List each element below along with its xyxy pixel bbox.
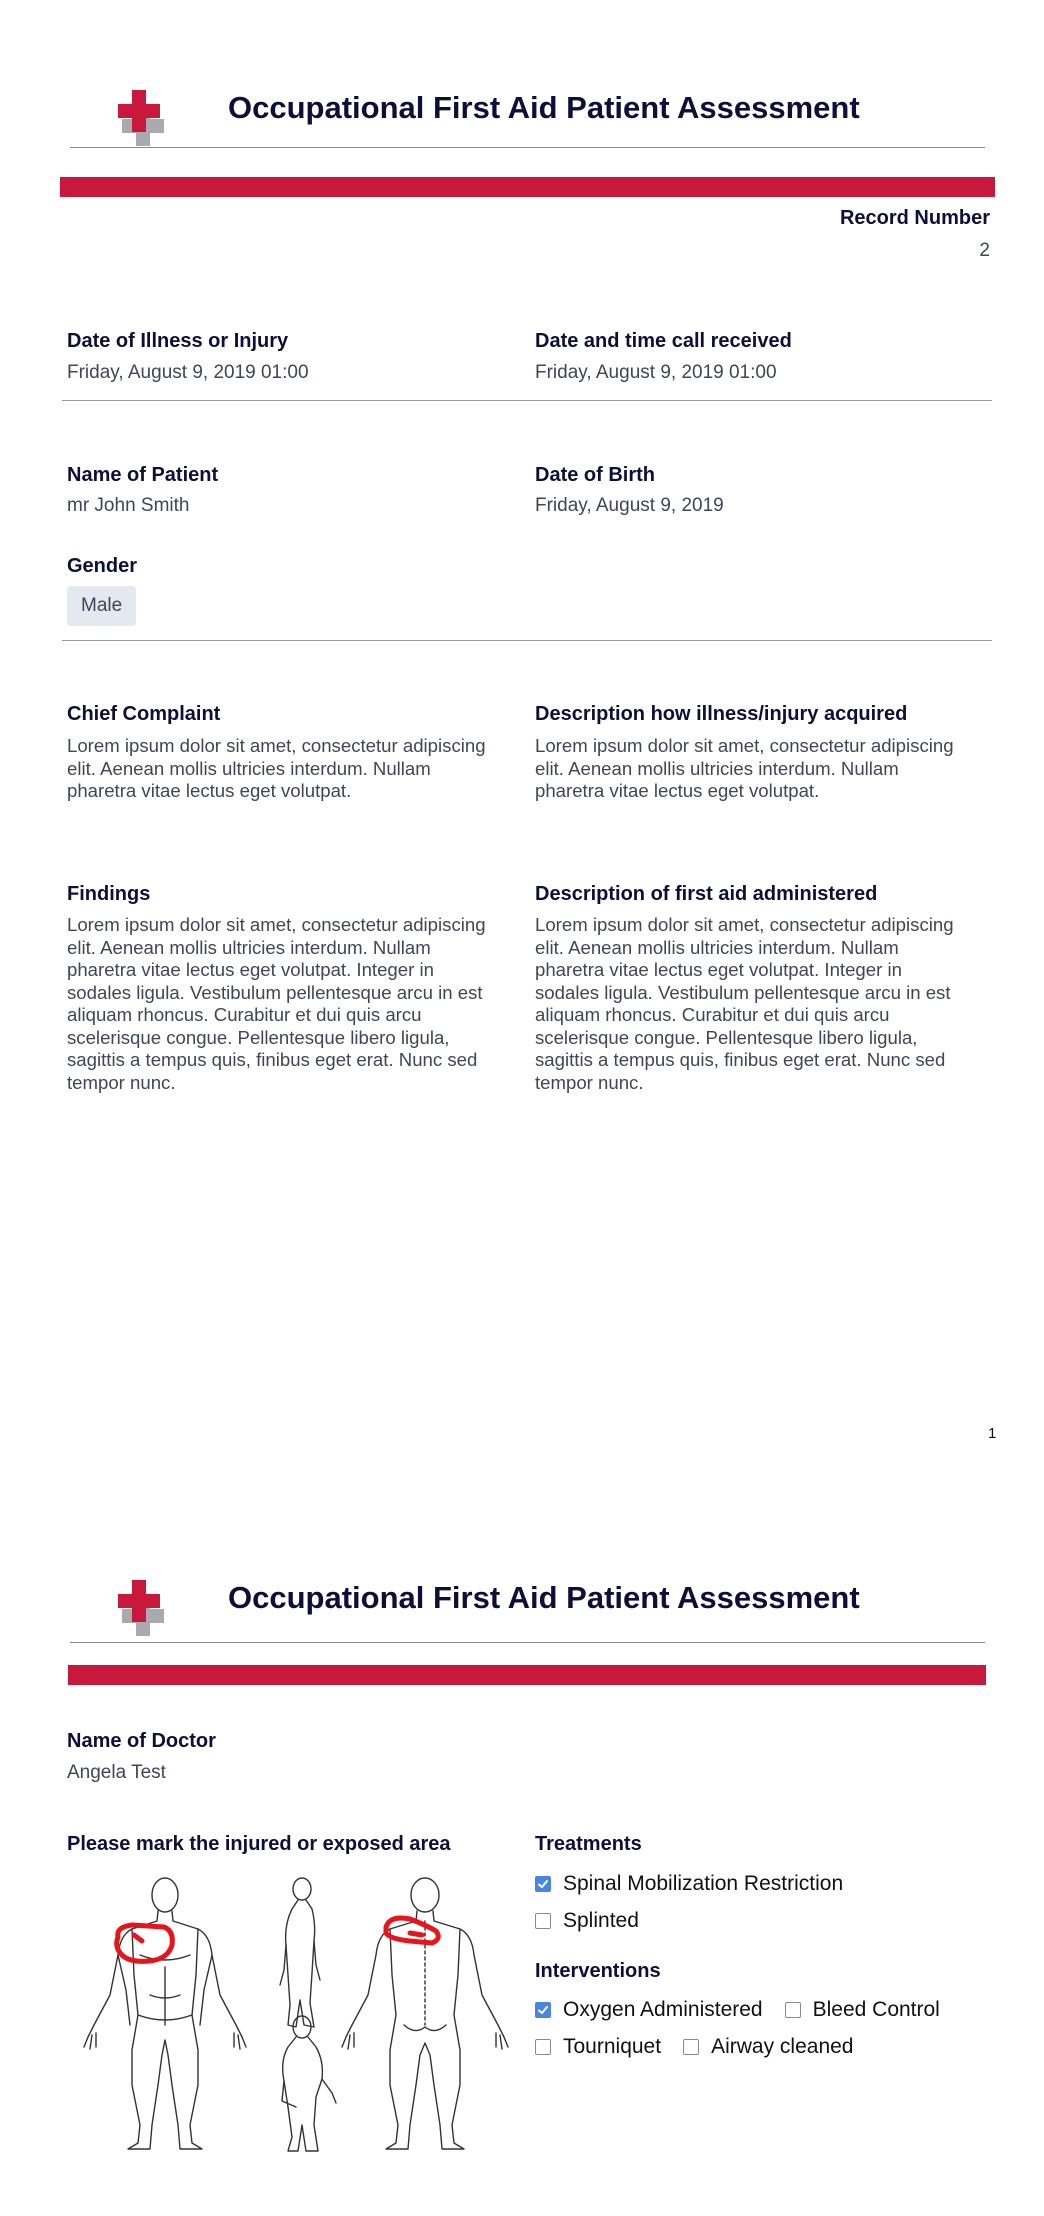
document-title: Occupational First Aid Patient Assessment bbox=[228, 90, 860, 125]
header-rule bbox=[70, 1642, 985, 1643]
treatment-spinal-mobilization[interactable]: Spinal Mobilization Restriction bbox=[535, 1872, 865, 1896]
chief-complaint-label: Chief Complaint bbox=[67, 703, 221, 725]
checkbox-oxygen-administered[interactable] bbox=[535, 2002, 551, 2018]
oxygen-administered-label: Oxygen Administered bbox=[563, 1998, 763, 2021]
page-number: 1 bbox=[988, 1425, 997, 1442]
first-aid-description-text: Lorem ipsum dolor sit amet, consectetur adipiscing elit. Aenean mollis ultricies interdum. Nullam pharetra vitae lectus eget volutpat. Integer in sodales ligula. Vestibulum pellentesque arcu in est aliquam rhoncus. Curabitur et dui quis arcu scelerisque congue. Pellentesque libero ligula, sagittis a tempus quis, finibus eget erat. Nunc sed tempor nunc. bbox=[535, 914, 954, 1093]
checkmark-icon bbox=[537, 2004, 549, 2016]
interventions-label: Interventions bbox=[535, 1960, 661, 1982]
record-number-value: 2 bbox=[979, 240, 990, 261]
date-of-birth-value: Friday, August 9, 2019 bbox=[535, 495, 724, 516]
gender-label: Gender bbox=[67, 555, 138, 577]
record-number-label: Record Number bbox=[839, 207, 990, 229]
findings-text: Lorem ipsum dolor sit amet, consectetur adipiscing elit. Aenean mollis ultricies interdum. Nullam pharetra vitae lectus eget volutpat. Integer in sodales ligula. Vestibulum pellentesque arcu in est aliquam rhoncus. Curabitur et dui quis arcu scelerisque congue. Pellentesque libero ligula, sagittis a tempus quis, finibus eget erat. Nunc sed tempor nunc. bbox=[67, 914, 486, 1093]
checkbox-airway-cleaned[interactable] bbox=[683, 2039, 699, 2055]
body-diagram[interactable] bbox=[70, 1875, 520, 2155]
patient-name-value: mr John Smith bbox=[67, 495, 190, 516]
checkbox-tourniquet[interactable] bbox=[535, 2039, 551, 2055]
checkbox[interactable] bbox=[535, 1913, 551, 1929]
description-acquired-text: Lorem ipsum dolor sit amet, consectetur adipiscing elit. Aenean mollis ultricies interdum. Nullam pharetra vitae lectus eget volutpat. bbox=[535, 735, 954, 801]
red-cross-logo bbox=[112, 1576, 172, 1636]
treatments-label: Treatments bbox=[535, 1833, 642, 1855]
section-divider bbox=[62, 400, 992, 401]
injury-area-label: Please mark the injured or exposed area bbox=[67, 1833, 451, 1855]
side-body-figure-lower bbox=[282, 2016, 336, 2151]
date-of-illness-value: Friday, August 9, 2019 01:00 bbox=[67, 362, 309, 383]
date-call-received-label: Date and time call received bbox=[535, 330, 792, 352]
header-rule bbox=[70, 147, 985, 148]
back-body-figure bbox=[342, 1878, 508, 2149]
chief-complaint-text: Lorem ipsum dolor sit amet, consectetur adipiscing elit. Aenean mollis ultricies interdum. Nullam pharetra vitae lectus eget volutpat. bbox=[67, 735, 486, 801]
tourniquet-label: Tourniquet bbox=[563, 2035, 662, 2058]
gender-chip: Male bbox=[67, 586, 136, 626]
airway-cleaned-label: Airway cleaned bbox=[711, 2035, 854, 2058]
document-title: Occupational First Aid Patient Assessment bbox=[228, 1580, 860, 1615]
date-of-illness-label: Date of Illness or Injury bbox=[67, 330, 289, 352]
section-divider bbox=[62, 640, 992, 641]
injury-mark-back bbox=[386, 1918, 438, 1943]
description-acquired-label: Description how illness/injury acquired bbox=[535, 703, 908, 725]
checkbox-bleed-control[interactable] bbox=[785, 2002, 801, 2018]
date-call-received-value: Friday, August 9, 2019 01:00 bbox=[535, 362, 777, 383]
treatment-splinted[interactable]: Splinted bbox=[535, 1909, 661, 1933]
checkbox[interactable] bbox=[535, 1876, 551, 1892]
bleed-control-label: Bleed Control bbox=[812, 1998, 940, 2021]
header-red-bar bbox=[68, 1665, 986, 1685]
header-red-bar bbox=[60, 177, 995, 197]
patient-name-label: Name of Patient bbox=[67, 464, 219, 486]
findings-label: Findings bbox=[67, 883, 151, 905]
page-2 bbox=[0, 1480, 1044, 2216]
first-aid-description-label: Description of first aid administered bbox=[535, 883, 878, 905]
doctor-name-value: Angela Test bbox=[67, 1762, 166, 1783]
interventions-row-1 bbox=[535, 1998, 962, 2022]
doctor-name-label: Name of Doctor bbox=[67, 1730, 216, 1752]
date-of-birth-label: Date of Birth bbox=[535, 464, 655, 486]
red-cross-logo bbox=[112, 86, 172, 146]
interventions-row-2 bbox=[535, 2035, 875, 2059]
checkmark-icon bbox=[537, 1878, 549, 1890]
front-body-figure bbox=[84, 1878, 246, 2149]
side-body-figure-upper bbox=[280, 1878, 320, 2027]
